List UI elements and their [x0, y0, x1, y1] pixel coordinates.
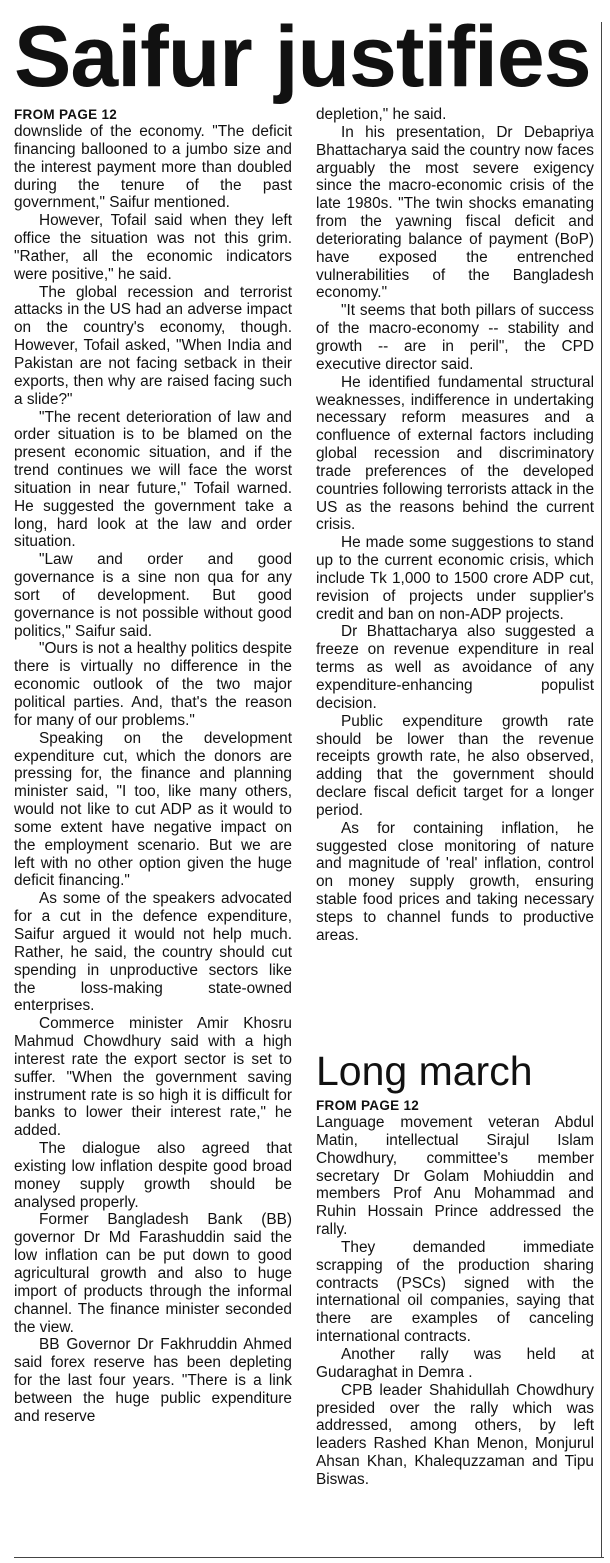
- headline-long-march: Long march: [316, 1048, 533, 1094]
- continued-from-label: FROM PAGE 12: [316, 1098, 420, 1113]
- long-march-story: [316, 1097, 594, 1489]
- paragraph: He made some suggestions to stand up to the current economic crisis, which include Tk 1,000 to 1500 crore ADP cut, revision of projects under supplier's credit and ban on non-ADP projects.: [316, 534, 594, 623]
- paragraph: Another rally was held at Gudaraghat in Demra .: [316, 1345, 594, 1381]
- story-column-2: [316, 106, 594, 945]
- paragraph: CPB leader Shahidullah Chowdhury presided over the rally which was addressed, among others, by left leaders Rashed Khan Menon, Monjurul Ahsan Khan, Khalequzzaman and Tipu Biswas.: [316, 1381, 594, 1488]
- column-rule-right: [601, 22, 602, 1558]
- paragraph: BB Governor Dr Fakhruddin Ahmed said forex reserve has been depleting for the last four years. "There is a link between the huge public expenditure and reserve: [14, 1336, 292, 1425]
- paragraph: The dialogue also agreed that existing low inflation despite good broad money supply growth should be analysed properly.: [14, 1140, 292, 1211]
- paragraph: As some of the speakers advocated for a cut in the defence expenditure, Saifur argued it would not help much. Rather, he said, the country should cut spending in unproductive sectors like the loss-making state-owned enterprises.: [14, 890, 292, 1015]
- story-column-1: [14, 106, 292, 1426]
- paragraph: In his presentation, Dr Debapriya Bhattacharya said the country now faces arguably the most severe exigency since the macro-economic crisis of the late 1980s. "The twin shocks emanating from the yawning fiscal deficit and deteriorating balance of payment (BoP) have exposed the entrenched vulnerabilities of the Bangladesh economy.": [316, 123, 594, 302]
- paragraph: "Ours is not a healthy politics despite there is virtually no difference in the economic outlook of the two major political parties. And, that's the reason for many of our problems.": [14, 640, 292, 729]
- continued-from-label: FROM PAGE 12: [14, 107, 118, 122]
- paragraph: "It seems that both pillars of success of the macro-economy -- stability and growth -- are in peril", the CPD executive director said.: [316, 302, 594, 373]
- paragraph: As for containing inflation, he suggested close monitoring of nature and magnitude of 'real' inflation, control on money supply growth, ensuring stable food prices and taking necessary steps to channel funds to productive areas.: [316, 819, 594, 944]
- page-rule-bottom: [14, 1557, 604, 1558]
- paragraph: Former Bangladesh Bank (BB) governor Dr Md Farashuddin said the low inflation can be put down to good agricultural growth and also to huge import of products through the informal channel. The finance minister seconded the view.: [14, 1211, 292, 1336]
- paragraph: The global recession and terrorist attacks in the US had an adverse impact on the country's economy, though. However, Tofail asked, "When India and Pakistan are not facing setback in their exports, then why are raised facing such a slide?": [14, 283, 292, 408]
- paragraph: Dr Bhattacharya also suggested a freeze on revenue expenditure in real terms as well as avoidance of any expenditure-enhancing populist decision.: [316, 623, 594, 712]
- paragraph: They demanded immediate scrapping of the production sharing contracts (PSCs) signed with the international oil companies, saying that there are examples of canceling international contracts.: [316, 1238, 594, 1346]
- paragraph: Speaking on the development expenditure cut, which the donors are pressing for, the finance and planning minister said, "I too, like many others, would not like to cut ADP as it would to some extent have negative impact on the employment scenario. But we are left with no other option given the huge deficit financing.": [14, 729, 292, 890]
- paragraph: He identified fundamental structural weaknesses, indifference in undertaking necessary reform measures and a confluence of external factors including global recession and discriminatory trade preferences of the developed countries following terrorists attack in the US as the reasons behind the current crisis.: [316, 373, 595, 534]
- paragraph: depletion," he said.: [316, 106, 447, 123]
- paragraph: "Law and order and good governance is a sine non qua for any sort of development. But good governance is not possible without good politics," Saifur said.: [14, 551, 292, 640]
- paragraph: "The recent deterioration of law and order situation is to be blamed on the present economic situation, and if the trend continues we will face the worst situation in near future," Tofail warned. He suggested the government take a long, hard look at the law and order situation.: [14, 408, 292, 551]
- paragraph: Language movement veteran Abdul Matin, intellectual Sirajul Islam Chowdhury, committee's member secretary Dr Golam Mohiuddin and members Prof Anu Mohammad and Ruhin Hossain Prince addressed the rally.: [316, 1114, 594, 1239]
- paragraph: Commerce minister Amir Khosru Mahmud Chowdhury said with a high interest rate the export sector is set to suffer. "When the government saving instrument rate is so high it is difficult for banks to lower their interest rate," he added.: [14, 1015, 292, 1140]
- paragraph: However, Tofail said when they left office the situation was not this grim. "Rather, all the economic indicators were positive," he said.: [14, 212, 292, 283]
- headline-saifur-justifies: Saifur justifies: [14, 9, 591, 105]
- paragraph: downslide of the economy. "The deficit financing ballooned to a jumbo size and the interest payment more than doubled during the tenure of the past government," Saifur mentioned.: [14, 123, 292, 212]
- paragraph: Public expenditure growth rate should be lower than the revenue receipts growth rate, he also observed, adding that the government should declare fiscal deficit target for a longer period.: [316, 712, 594, 819]
